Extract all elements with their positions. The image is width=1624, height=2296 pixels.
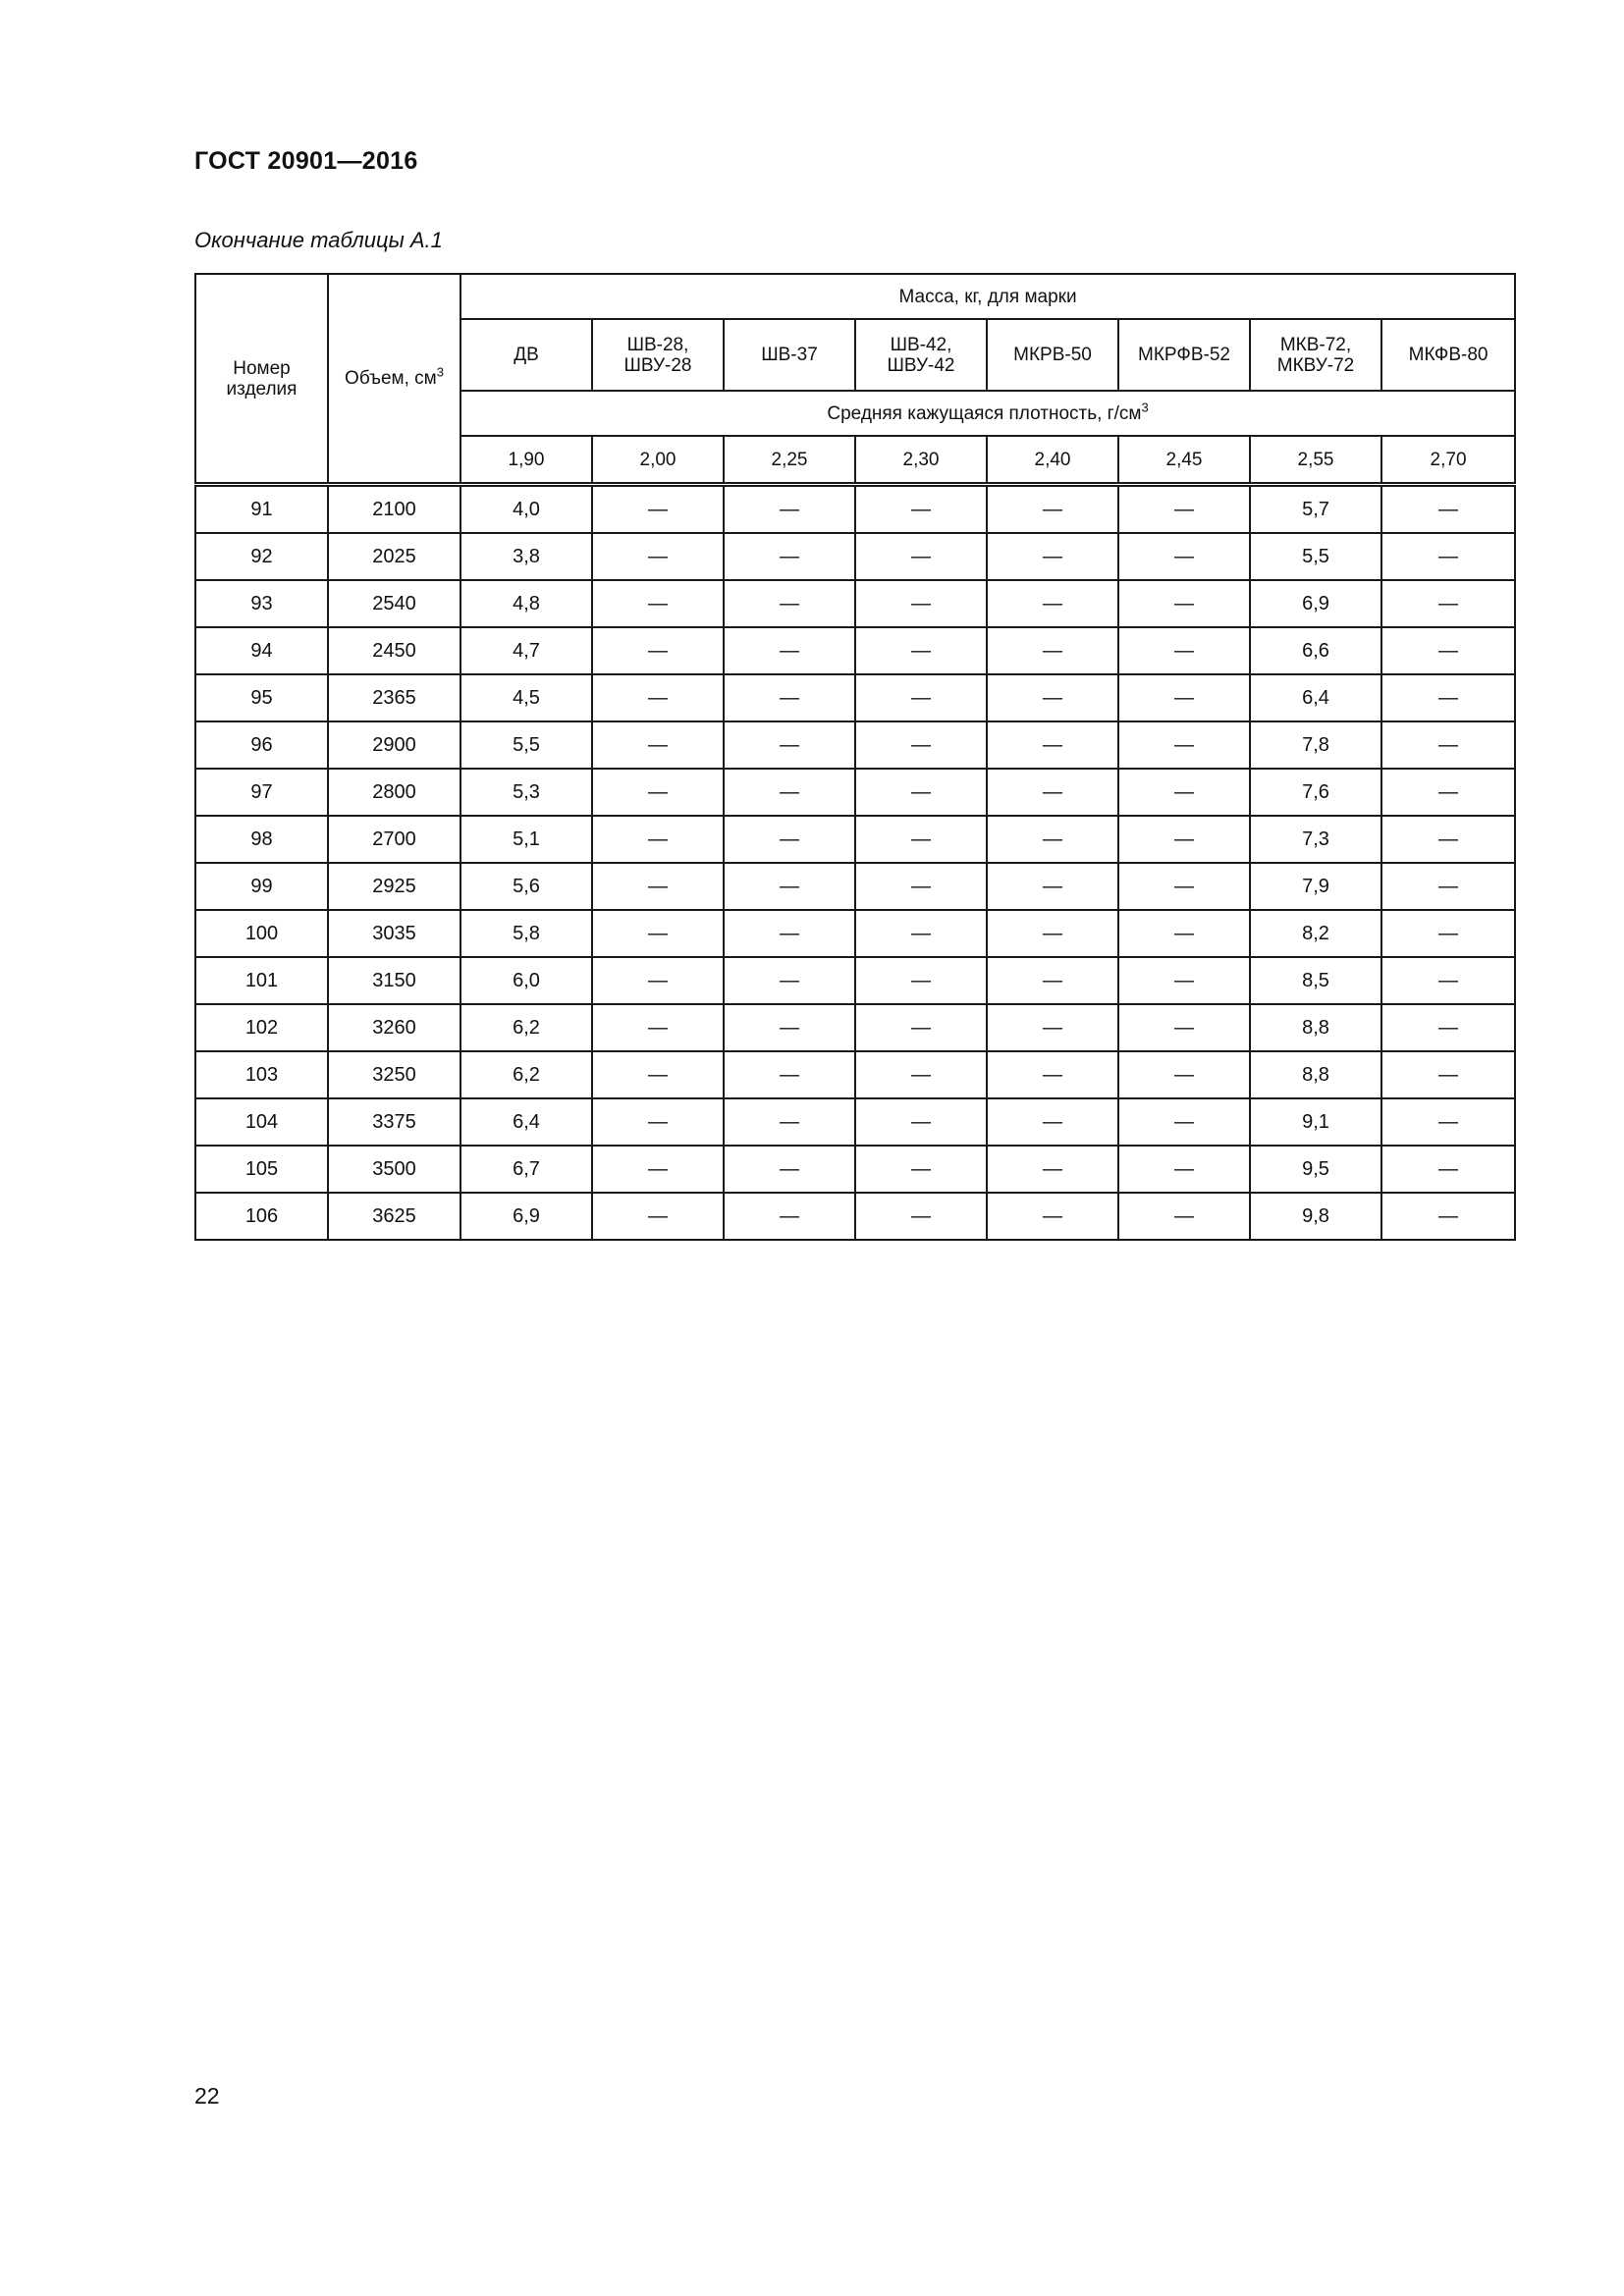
- table-cell: 6,2: [460, 1004, 592, 1051]
- table-cell: —: [987, 769, 1118, 816]
- table-cell: —: [987, 1098, 1118, 1146]
- table-cell: —: [855, 816, 987, 863]
- table-cell: —: [855, 1004, 987, 1051]
- table-cell: —: [1118, 674, 1250, 721]
- header-density-cell: 2,30: [855, 436, 987, 485]
- table-cell: 2100: [328, 485, 460, 534]
- table-cell: —: [724, 1193, 855, 1240]
- table-cell: —: [592, 816, 724, 863]
- table-cell: —: [1118, 1098, 1250, 1146]
- table-cell: —: [592, 674, 724, 721]
- header-density-cell: 1,90: [460, 436, 592, 485]
- header-mass-group: Масса, кг, для марки: [460, 274, 1515, 319]
- table-cell: —: [987, 1051, 1118, 1098]
- table-cell: —: [1381, 580, 1515, 627]
- table-cell: —: [987, 1193, 1118, 1240]
- header-density-cell: 2,70: [1381, 436, 1515, 485]
- table-cell: 100: [195, 910, 328, 957]
- table-cell: 8,8: [1250, 1004, 1381, 1051]
- table-cell: 6,2: [460, 1051, 592, 1098]
- table-cell: 5,3: [460, 769, 592, 816]
- table-cell: —: [724, 910, 855, 957]
- table-cell: 2925: [328, 863, 460, 910]
- table-cell: —: [855, 1193, 987, 1240]
- table-cell: 9,5: [1250, 1146, 1381, 1193]
- document-title: ГОСТ 20901—2016: [194, 147, 418, 175]
- table-cell: 9,8: [1250, 1193, 1381, 1240]
- table-cell: 2540: [328, 580, 460, 627]
- table-cell: —: [1381, 721, 1515, 769]
- table-row: [195, 627, 1515, 674]
- header-volume: Объем, $см^3$: [328, 274, 460, 485]
- table-cell: —: [987, 816, 1118, 863]
- table-cell: 93: [195, 580, 328, 627]
- table-cell: —: [724, 580, 855, 627]
- header-mark-cell: МКРВ-50: [987, 319, 1118, 391]
- table-cell: 92: [195, 533, 328, 580]
- table-cell: 104: [195, 1098, 328, 1146]
- table-cell: —: [592, 1004, 724, 1051]
- table-cell: 3500: [328, 1146, 460, 1193]
- table-cell: —: [987, 580, 1118, 627]
- table-cell: —: [1381, 863, 1515, 910]
- table-row: [195, 1146, 1515, 1193]
- table-cell: —: [592, 627, 724, 674]
- table-cell: 2025: [328, 533, 460, 580]
- table-cell: —: [987, 627, 1118, 674]
- table-cell: —: [987, 1004, 1118, 1051]
- table-cell: —: [592, 1098, 724, 1146]
- header-density-cell: 2,45: [1118, 436, 1250, 485]
- table-cell: 6,9: [460, 1193, 592, 1240]
- table-cell: —: [1118, 1004, 1250, 1051]
- table-cell: —: [724, 863, 855, 910]
- table-cell: —: [592, 485, 724, 534]
- table-cell: —: [1118, 1146, 1250, 1193]
- table-cell: —: [855, 580, 987, 627]
- table-cell: —: [1118, 957, 1250, 1004]
- table-cell: —: [1118, 1051, 1250, 1098]
- table-cell: 101: [195, 957, 328, 1004]
- table-cell: 6,9: [1250, 580, 1381, 627]
- table-cell: —: [1381, 1004, 1515, 1051]
- table-cell: —: [987, 721, 1118, 769]
- table-cell: 96: [195, 721, 328, 769]
- table-cell: 105: [195, 1146, 328, 1193]
- table-cell: 3375: [328, 1098, 460, 1146]
- table-cell: —: [724, 769, 855, 816]
- table-row: [195, 533, 1515, 580]
- table-cell: 7,9: [1250, 863, 1381, 910]
- table-cell: —: [724, 1146, 855, 1193]
- mass-table: [194, 273, 1516, 1241]
- table-cell: 98: [195, 816, 328, 863]
- table-cell: —: [592, 533, 724, 580]
- table-row: [195, 1051, 1515, 1098]
- table-cell: —: [1118, 721, 1250, 769]
- table-cell: —: [1118, 627, 1250, 674]
- table-cell: 4,8: [460, 580, 592, 627]
- table-cell: 3260: [328, 1004, 460, 1051]
- table-row: [195, 485, 1515, 534]
- table-cell: —: [855, 674, 987, 721]
- table-caption: Окончание таблицы А.1: [194, 228, 443, 252]
- table-cell: —: [724, 674, 855, 721]
- page-number: 22: [194, 2083, 220, 2109]
- header-mark-cell: ДВ: [460, 319, 592, 391]
- table-cell: 5,8: [460, 910, 592, 957]
- table-cell: —: [987, 1146, 1118, 1193]
- table-cell: 5,1: [460, 816, 592, 863]
- table-cell: —: [724, 1098, 855, 1146]
- table-cell: 3035: [328, 910, 460, 957]
- table-row: [195, 769, 1515, 816]
- table-cell: —: [592, 1193, 724, 1240]
- header-density-label: Средняя кажущаяся плотность, $г/см^3$: [460, 391, 1515, 436]
- table-body: [195, 485, 1515, 1241]
- table-cell: —: [724, 816, 855, 863]
- header-density-cell: 2,40: [987, 436, 1118, 485]
- table-cell: 9,1: [1250, 1098, 1381, 1146]
- table-cell: 7,3: [1250, 816, 1381, 863]
- table-cell: 8,8: [1250, 1051, 1381, 1098]
- table-cell: 6,4: [1250, 674, 1381, 721]
- table-cell: 3250: [328, 1051, 460, 1098]
- table-cell: —: [724, 721, 855, 769]
- table-cell: 3625: [328, 1193, 460, 1240]
- table-cell: —: [855, 1146, 987, 1193]
- header-mark-cell: ШВ-37: [724, 319, 855, 391]
- table-cell: —: [1118, 863, 1250, 910]
- table-cell: —: [855, 485, 987, 534]
- table-cell: —: [1118, 910, 1250, 957]
- table-cell: —: [724, 957, 855, 1004]
- table-cell: 6,6: [1250, 627, 1381, 674]
- table-cell: —: [724, 627, 855, 674]
- header-mark-cell: ШВ-28, ШВУ-28: [592, 319, 724, 391]
- table-cell: —: [1381, 533, 1515, 580]
- table-row: [195, 580, 1515, 627]
- table-cell: —: [1118, 580, 1250, 627]
- table-cell: —: [987, 674, 1118, 721]
- table-cell: 3150: [328, 957, 460, 1004]
- table-cell: 5,6: [460, 863, 592, 910]
- table-cell: —: [1381, 816, 1515, 863]
- table-cell: —: [1381, 1146, 1515, 1193]
- table-cell: —: [855, 1098, 987, 1146]
- table-cell: —: [855, 769, 987, 816]
- table-cell: 7,8: [1250, 721, 1381, 769]
- table-cell: —: [855, 863, 987, 910]
- table-row: [195, 1098, 1515, 1146]
- table-cell: 6,0: [460, 957, 592, 1004]
- table-cell: 2365: [328, 674, 460, 721]
- table-cell: —: [724, 1051, 855, 1098]
- table-cell: —: [592, 910, 724, 957]
- table-cell: —: [724, 485, 855, 534]
- table-cell: —: [987, 485, 1118, 534]
- header-density-cell: 2,00: [592, 436, 724, 485]
- table-cell: —: [855, 533, 987, 580]
- table-cell: —: [592, 580, 724, 627]
- table-cell: 103: [195, 1051, 328, 1098]
- table-cell: —: [1118, 769, 1250, 816]
- table-row: [195, 674, 1515, 721]
- table-cell: 2450: [328, 627, 460, 674]
- table-cell: —: [987, 533, 1118, 580]
- table-cell: 4,5: [460, 674, 592, 721]
- table-row: [195, 1193, 1515, 1240]
- table-row: [195, 816, 1515, 863]
- table-cell: —: [1381, 769, 1515, 816]
- table-cell: 6,7: [460, 1146, 592, 1193]
- table-cell: —: [855, 910, 987, 957]
- table-cell: 8,2: [1250, 910, 1381, 957]
- table-cell: —: [987, 863, 1118, 910]
- table-cell: 7,6: [1250, 769, 1381, 816]
- table-cell: 97: [195, 769, 328, 816]
- table-cell: 5,5: [1250, 533, 1381, 580]
- table-cell: —: [724, 533, 855, 580]
- table-cell: —: [592, 1146, 724, 1193]
- table-cell: —: [1381, 957, 1515, 1004]
- table-cell: —: [1381, 1193, 1515, 1240]
- table-cell: 8,5: [1250, 957, 1381, 1004]
- table-cell: —: [1118, 816, 1250, 863]
- table-cell: 4,0: [460, 485, 592, 534]
- table-cell: 3,8: [460, 533, 592, 580]
- table-cell: —: [592, 957, 724, 1004]
- header-mark-cell: ШВ-42, ШВУ-42: [855, 319, 987, 391]
- table-cell: —: [1381, 627, 1515, 674]
- table-cell: —: [855, 721, 987, 769]
- table-cell: 2700: [328, 816, 460, 863]
- table-row: [195, 910, 1515, 957]
- table-cell: 2800: [328, 769, 460, 816]
- table-cell: 102: [195, 1004, 328, 1051]
- table-cell: —: [1381, 1098, 1515, 1146]
- table-cell: —: [1381, 485, 1515, 534]
- table-cell: 6,4: [460, 1098, 592, 1146]
- table-row: [195, 863, 1515, 910]
- table-cell: 95: [195, 674, 328, 721]
- table-cell: —: [1118, 485, 1250, 534]
- table-cell: —: [855, 627, 987, 674]
- table-cell: —: [1381, 674, 1515, 721]
- table-cell: —: [855, 1051, 987, 1098]
- table-cell: —: [987, 910, 1118, 957]
- table-cell: —: [1118, 1193, 1250, 1240]
- table-cell: 5,5: [460, 721, 592, 769]
- table-cell: —: [724, 1004, 855, 1051]
- table-cell: 4,7: [460, 627, 592, 674]
- header-density-cell: 2,25: [724, 436, 855, 485]
- table-cell: —: [592, 863, 724, 910]
- table-row: [195, 1004, 1515, 1051]
- table-cell: 2900: [328, 721, 460, 769]
- table-cell: —: [592, 1051, 724, 1098]
- table-cell: —: [1381, 1051, 1515, 1098]
- table-cell: 99: [195, 863, 328, 910]
- table-row: [195, 957, 1515, 1004]
- header-density-cell: 2,55: [1250, 436, 1381, 485]
- header-mark-cell: МКФВ-80: [1381, 319, 1515, 391]
- table-cell: —: [855, 957, 987, 1004]
- table-cell: 106: [195, 1193, 328, 1240]
- header-number: Номер изделия: [195, 274, 328, 485]
- table-cell: —: [1381, 910, 1515, 957]
- table-cell: —: [592, 769, 724, 816]
- header-mark-cell: МКВ-72, МКВУ-72: [1250, 319, 1381, 391]
- table-cell: —: [987, 957, 1118, 1004]
- table-cell: —: [592, 721, 724, 769]
- table-cell: 5,7: [1250, 485, 1381, 534]
- table-cell: 94: [195, 627, 328, 674]
- header-mark-cell: МКРФВ-52: [1118, 319, 1250, 391]
- table-header: [195, 274, 1515, 485]
- table-cell: 91: [195, 485, 328, 534]
- table-cell: —: [1118, 533, 1250, 580]
- table-row: [195, 721, 1515, 769]
